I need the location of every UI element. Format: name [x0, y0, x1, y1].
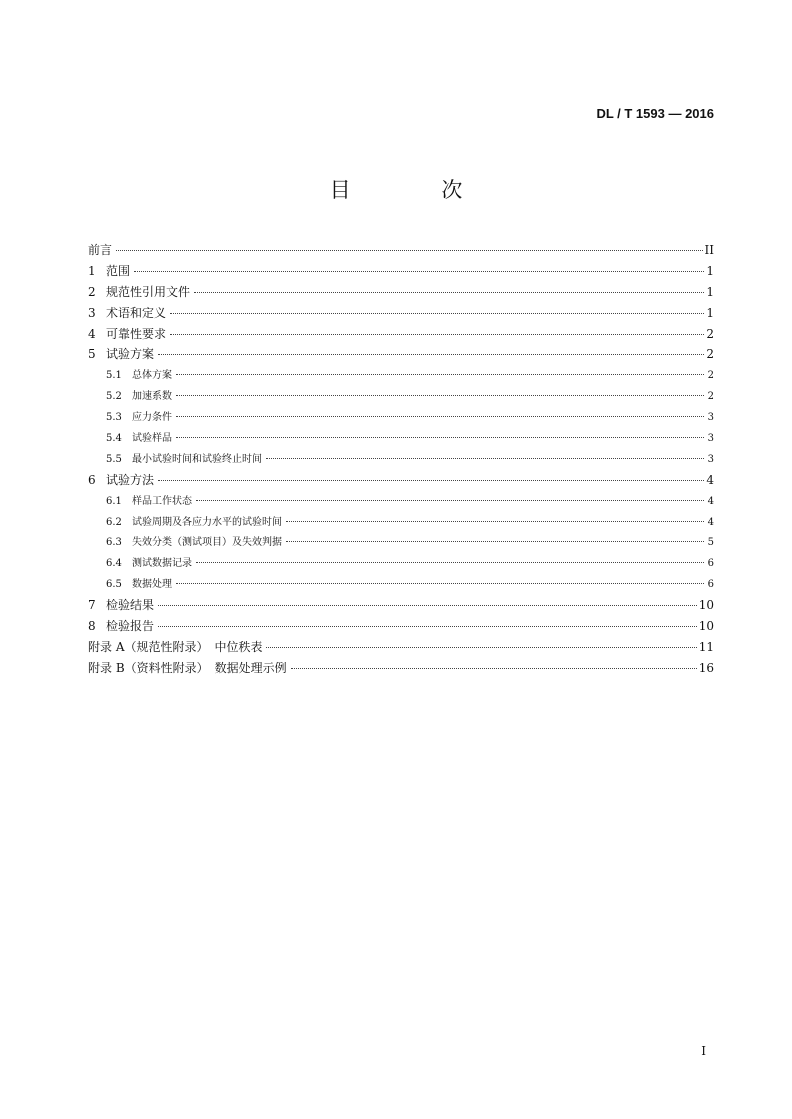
toc-entry-number: 5	[88, 347, 96, 362]
toc-entry-number: 5.3	[106, 412, 122, 424]
toc-leader-dots	[196, 552, 704, 563]
toc-entry[interactable]	[88, 387, 714, 408]
toc-entry[interactable]	[88, 429, 714, 450]
toc-entry-page: 11	[698, 639, 714, 654]
toc-entry-number: 5.5	[106, 453, 122, 465]
toc-entry[interactable]	[88, 366, 714, 387]
toc-entry-title: 附录 A（规范性附录） 中位秩表	[88, 639, 263, 654]
toc-leader-dots	[176, 406, 704, 417]
toc-entry-number: 4	[88, 326, 96, 341]
toc-leader-dots	[176, 427, 704, 438]
toc-entry-page: 2	[707, 370, 714, 382]
toc-leader-dots	[158, 614, 697, 627]
toc-entry-title: 加速系数	[132, 391, 172, 403]
toc-entry-page: 3	[707, 453, 714, 465]
toc-entry[interactable]	[88, 408, 714, 429]
toc-entry-title: 最小试验时间和试验终止时间	[132, 453, 262, 465]
toc-entry[interactable]	[88, 554, 714, 575]
toc-entry-number: 5.4	[106, 433, 122, 445]
toc-entry-title: 试验样品	[132, 433, 172, 445]
toc-leader-dots	[158, 342, 704, 355]
toc-entry-number: 6.3	[106, 537, 122, 549]
toc-entry-number: 5.2	[106, 391, 122, 403]
toc-entry-number: 6.4	[106, 558, 122, 570]
toc-entry-page: 16	[698, 660, 714, 675]
toc-entry-page: 2	[707, 391, 714, 403]
toc-entry-page: 4	[706, 472, 714, 487]
toc-entry-page: 2	[706, 326, 714, 341]
toc-entry-title: 总体方案	[132, 370, 172, 382]
toc-entry-page: 10	[698, 598, 714, 613]
toc-entry-title: 数据处理	[132, 579, 172, 591]
toc-entry-number: 2	[88, 284, 96, 299]
toc-entry-page: 6	[707, 579, 714, 591]
toc-entry-page: 4	[707, 516, 714, 528]
toc-entry-title: 试验方法	[106, 472, 155, 487]
toc-entry-title: 规范性引用文件	[106, 284, 191, 299]
toc-entry-number: 8	[88, 619, 96, 634]
toc-entry-number: 3	[88, 305, 96, 320]
toc-entry-number: 6.2	[106, 516, 122, 528]
toc-leader-dots	[266, 635, 696, 648]
toc-leader-dots	[116, 238, 703, 251]
toc-entry-title: 试验周期及各应力水平的试验时间	[132, 516, 282, 528]
toc-entry[interactable]	[88, 471, 714, 492]
toc-entry-page: 1	[706, 263, 714, 278]
toc-entry-page: 4	[707, 495, 714, 507]
table-of-contents	[88, 241, 714, 680]
toc-entry-title: 前言	[88, 243, 113, 257]
toc-entry-title: 样品工作状态	[132, 495, 192, 507]
toc-leader-dots	[176, 385, 704, 396]
toc-entry-number: 6.5	[106, 579, 122, 591]
toc-entry-number: 5.1	[106, 370, 122, 382]
toc-entry-page: 6	[707, 558, 714, 570]
toc-entry-title: 附录 B（资料性附录） 数据处理示例	[88, 660, 287, 675]
toc-entry[interactable]	[88, 533, 714, 554]
toc-entry-page: 5	[707, 537, 714, 549]
toc-leader-dots	[196, 490, 704, 501]
toc-entry-number: 6.1	[106, 495, 122, 507]
toc-entry-title: 可靠性要求	[106, 326, 167, 341]
toc-entry[interactable]	[88, 345, 714, 366]
toc-leader-dots	[134, 259, 704, 272]
toc-leader-dots	[291, 656, 697, 669]
toc-entry-title: 术语和定义	[106, 305, 167, 320]
toc-leader-dots	[176, 573, 704, 584]
toc-entry[interactable]	[88, 513, 714, 534]
page-number: I	[701, 1044, 706, 1058]
toc-entry-title: 测试数据记录	[132, 558, 192, 570]
toc-leader-dots	[158, 468, 704, 481]
toc-leader-dots	[194, 280, 704, 293]
toc-leader-dots	[170, 301, 704, 314]
toc-entry-page: 1	[706, 305, 714, 320]
toc-entry-page: 3	[707, 412, 714, 424]
toc-leader-dots	[266, 448, 704, 459]
toc-entry-number: 1	[88, 263, 96, 278]
toc-leader-dots	[286, 511, 704, 522]
toc-leader-dots	[158, 593, 697, 606]
toc-leader-dots	[170, 322, 704, 335]
toc-entry-page: 1	[706, 284, 714, 299]
toc-entry[interactable]	[88, 492, 714, 513]
toc-entry-title: 检验结果	[106, 598, 155, 613]
page-title: 目 次	[329, 178, 505, 202]
toc-entry-title: 试验方案	[106, 347, 155, 362]
toc-entry-number: 7	[88, 598, 96, 613]
toc-entry-number: 6	[88, 472, 96, 487]
toc-entry-title: 应力条件	[132, 412, 172, 424]
toc-entry-page: 2	[706, 347, 714, 362]
toc-entry-title: 检验报告	[106, 619, 155, 634]
toc-leader-dots	[176, 364, 704, 375]
toc-entry-page: 10	[698, 619, 714, 634]
toc-entry-page: II	[704, 243, 714, 257]
toc-entry-title: 范围	[106, 263, 131, 278]
toc-entry[interactable]	[88, 659, 714, 680]
toc-entry-page: 3	[707, 433, 714, 445]
toc-entry-title: 失效分类（测试项目）及失效判据	[132, 537, 282, 549]
standard-code: DL / T 1593 — 2016	[596, 106, 714, 121]
toc-leader-dots	[286, 531, 704, 542]
